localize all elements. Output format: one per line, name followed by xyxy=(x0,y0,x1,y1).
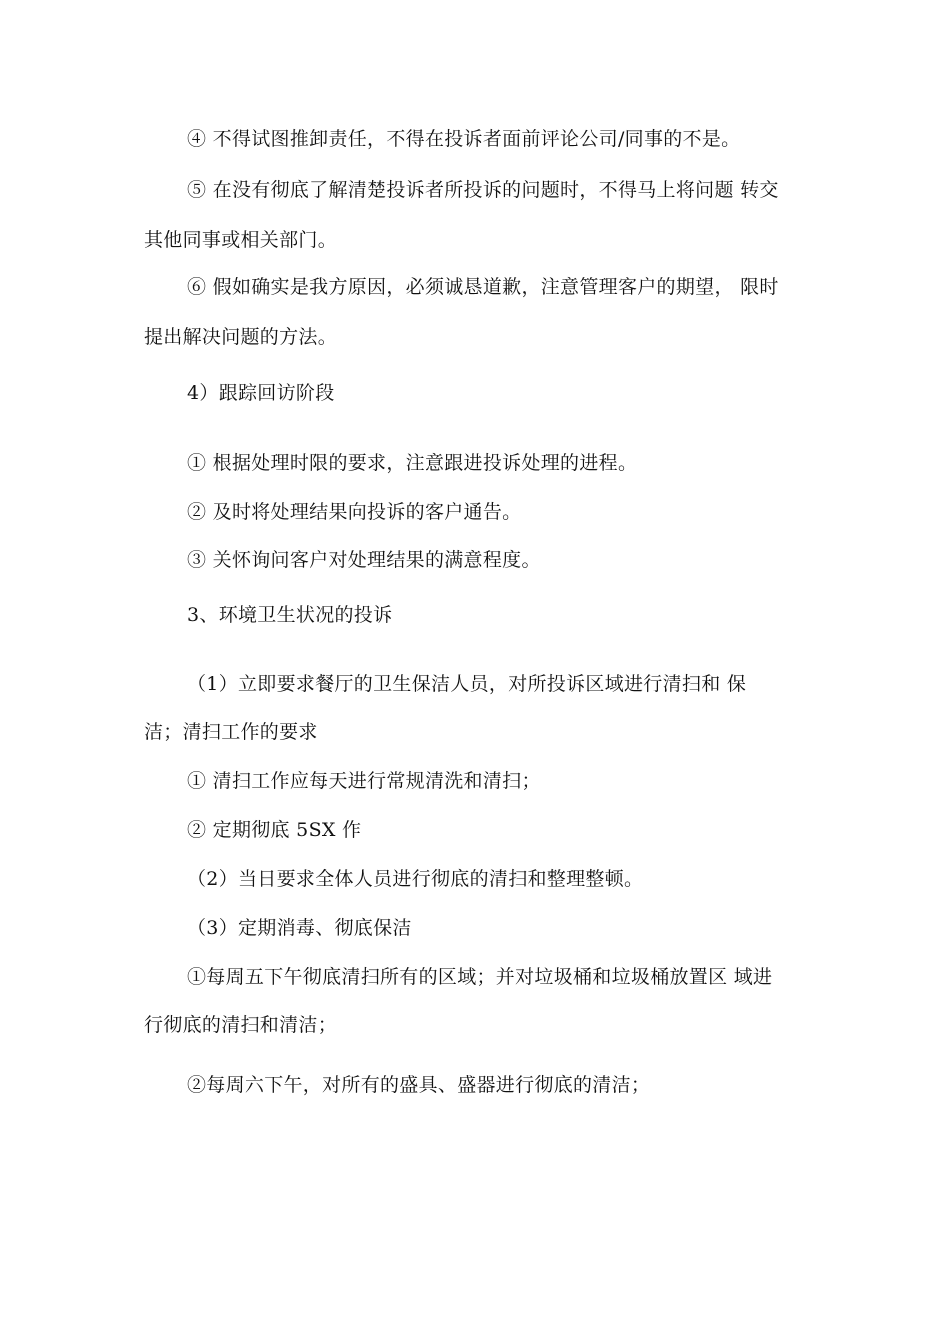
text-line: 提出解决问题的方法。 xyxy=(144,326,338,348)
text-line: ⑥ 假如确实是我方原因，必须诚恳道歉，注意管理客户的期望， 限时 xyxy=(187,276,779,298)
text-line: ④ 不得试图推卸责任，不得在投诉者面前评论公司/同事的不是。 xyxy=(187,128,741,150)
text-line: ① 根据处理时限的要求，注意跟进投诉处理的进程。 xyxy=(187,452,638,474)
text-line: 洁；清扫工作的要求 xyxy=(144,721,318,743)
text-line: ① 清扫工作应每天进行常规清洗和清扫； xyxy=(187,770,541,792)
section-heading: 3、环境卫生状况的投诉 xyxy=(187,604,393,626)
text-line: ② 及时将处理结果向投诉的客户通告。 xyxy=(187,501,522,523)
text-line: ⑤ 在没有彻底了解清楚投诉者所投诉的问题时，不得马上将问题 转交 xyxy=(187,179,779,201)
section-heading: 4）跟踪回访阶段 xyxy=(187,382,335,404)
text-line: 行彻底的清扫和清洁； xyxy=(144,1014,338,1036)
text-line: ② 定期彻底 5SX 作 xyxy=(187,819,362,841)
text-line: 其他同事或相关部门。 xyxy=(144,229,338,251)
text-line: （3）定期消毒、彻底保洁 xyxy=(187,917,412,939)
text-line: （1）立即要求餐厅的卫生保洁人员，对所投诉区域进行清扫和 保 xyxy=(187,673,747,695)
text-line: ①每周五下午彻底清扫所有的区域；并对垃圾桶和垃圾桶放置区 域进 xyxy=(187,966,773,988)
text-line: ③ 关怀询问客户对处理结果的满意程度。 xyxy=(187,549,541,571)
text-line: ②每周六下午，对所有的盛具、盛器进行彻底的清洁； xyxy=(187,1074,651,1096)
text-line: （2）当日要求全体人员进行彻底的清扫和整理整顿。 xyxy=(187,868,644,890)
